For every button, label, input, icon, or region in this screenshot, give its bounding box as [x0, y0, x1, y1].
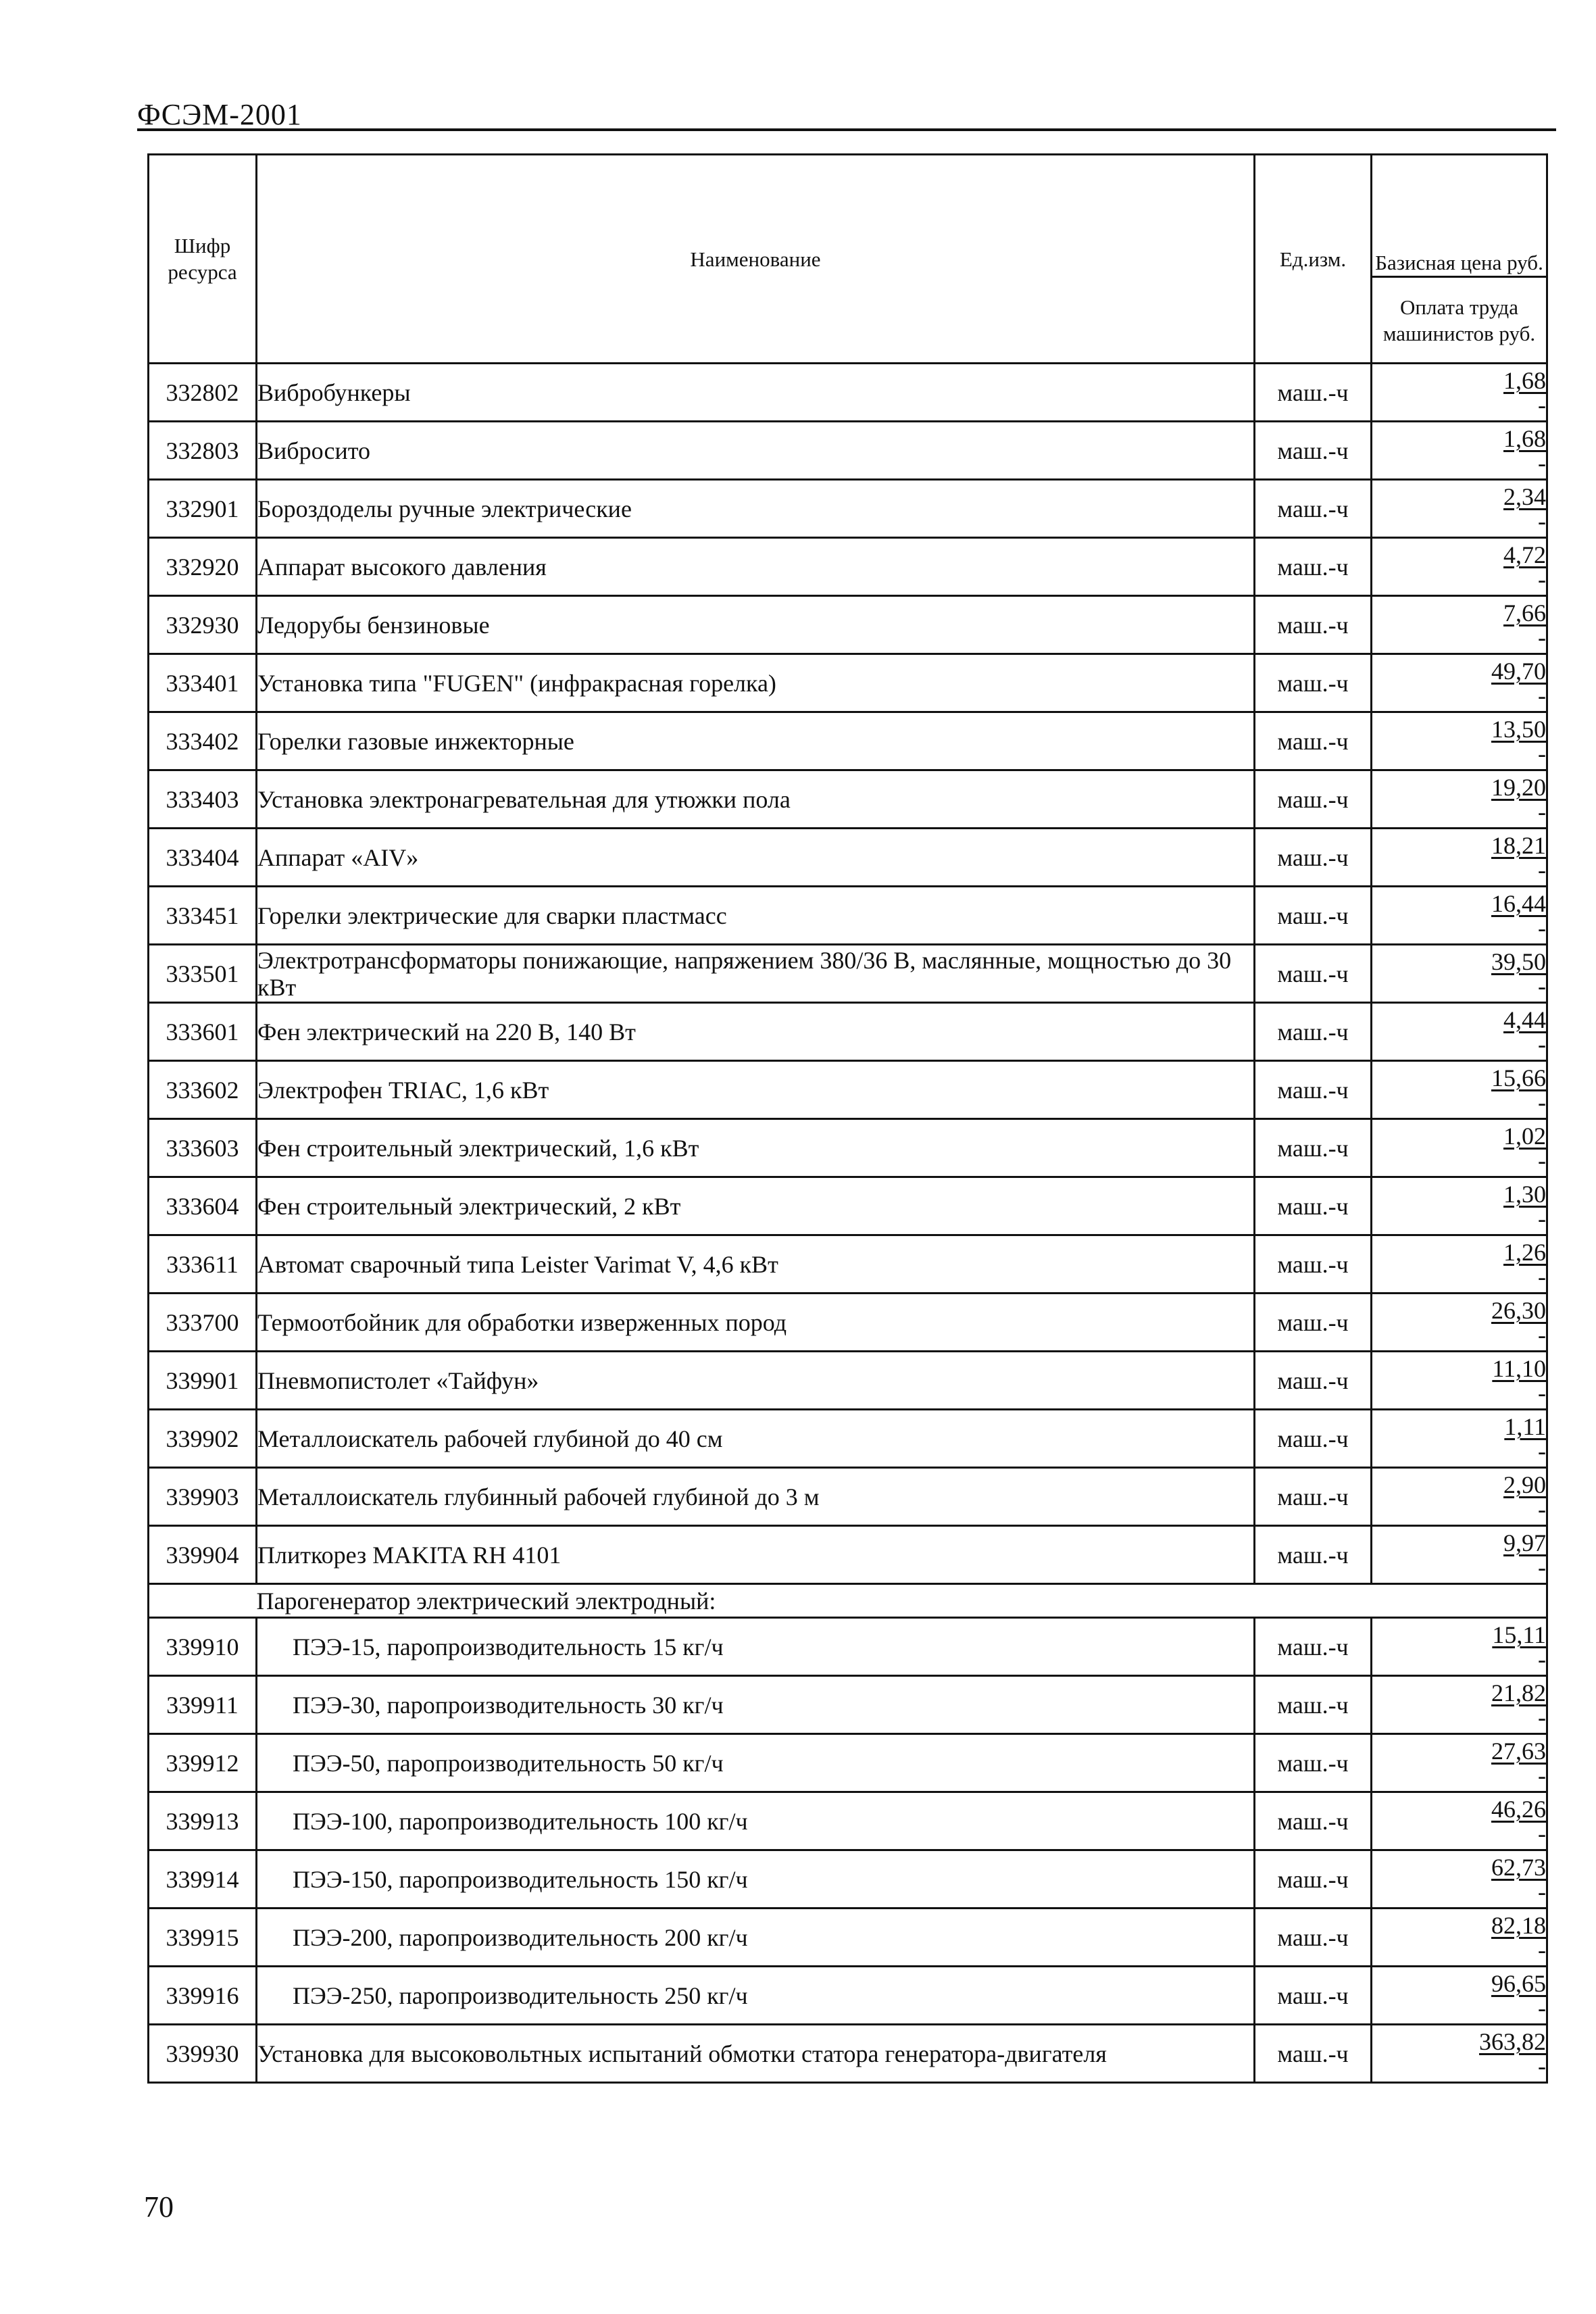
resource-unit: маш.-ч — [1255, 1177, 1372, 1235]
resource-code: 333611 — [149, 1235, 257, 1294]
resource-name: Электротрансформаторы понижающие, напряжением 380/36 В, маслянные, мощностью до 30 кВт — [257, 945, 1255, 1003]
resource-code: 339912 — [149, 1734, 257, 1792]
price-cell — [1372, 1061, 1547, 1119]
resource-name: Фен электрический на 220 В, 140 Вт — [257, 1003, 1255, 1061]
table-row — [149, 945, 1547, 1003]
resource-unit: маш.-ч — [1255, 1676, 1372, 1734]
header-code: Шифр ресурса — [149, 155, 257, 364]
operator-wage: - — [1538, 1205, 1546, 1232]
base-price: 46,26 — [1491, 1796, 1546, 1823]
resource-code: 333403 — [149, 770, 257, 829]
resource-unit: маш.-ч — [1255, 1734, 1372, 1792]
base-price: 21,82 — [1491, 1679, 1546, 1706]
table-row — [149, 1177, 1547, 1235]
table-row — [149, 364, 1547, 422]
group-heading: Парогенератор электрический электродный: — [257, 1584, 1547, 1618]
operator-wage: - — [1538, 1762, 1546, 1789]
resource-name: Вибросито — [257, 422, 1255, 480]
table-row — [149, 480, 1547, 538]
resource-name: Ледорубы бензиновые — [257, 596, 1255, 654]
table-row — [149, 654, 1547, 712]
resource-code: 333602 — [149, 1061, 257, 1119]
base-price: 15,66 — [1491, 1064, 1546, 1091]
table-row — [149, 422, 1547, 480]
base-price: 363,82 — [1479, 2028, 1546, 2055]
resource-code: 339904 — [149, 1526, 257, 1584]
resource-name: Автомат сварочный типа Leister Varimat V, 4,6 кВт — [257, 1235, 1255, 1294]
table-row — [149, 1526, 1547, 1584]
operator-wage: - — [1538, 1704, 1546, 1731]
resource-code: 333700 — [149, 1294, 257, 1352]
price-cell — [1372, 1294, 1547, 1352]
table-row — [149, 1468, 1547, 1526]
base-price: 62,73 — [1491, 1854, 1546, 1881]
base-price: 26,30 — [1491, 1297, 1546, 1324]
operator-wage: - — [1538, 1321, 1546, 1348]
header-name: Наименование — [257, 155, 1255, 364]
resource-code: 339913 — [149, 1792, 257, 1850]
resource-unit: маш.-ч — [1255, 1967, 1372, 2025]
price-cell — [1372, 596, 1547, 654]
table-row — [149, 1235, 1547, 1294]
price-cell — [1372, 1909, 1547, 1967]
resource-code: 332802 — [149, 364, 257, 422]
resource-name: ПЭЭ-30, паропроизводительность 30 кг/ч — [257, 1676, 1255, 1734]
operator-wage: - — [1538, 1263, 1546, 1290]
resource-code: 333604 — [149, 1177, 257, 1235]
base-price: 11,10 — [1492, 1355, 1546, 1382]
resource-code: 333401 — [149, 654, 257, 712]
operator-wage: - — [1538, 740, 1546, 767]
table-row — [149, 1850, 1547, 1909]
resource-unit: маш.-ч — [1255, 1235, 1372, 1294]
resource-code: 333601 — [149, 1003, 257, 1061]
resource-code: 339903 — [149, 1468, 257, 1526]
resource-code: 333451 — [149, 887, 257, 945]
base-price: 4,72 — [1503, 541, 1546, 568]
operator-wage: - — [1538, 1089, 1546, 1116]
operator-wage: - — [1538, 1437, 1546, 1464]
resource-name: Фен строительный электрический, 1,6 кВт — [257, 1119, 1255, 1177]
resource-code: 332901 — [149, 480, 257, 538]
base-price: 18,21 — [1491, 832, 1546, 859]
table-row — [149, 1294, 1547, 1352]
operator-wage: - — [1538, 1554, 1546, 1581]
page-number: 70 — [144, 2190, 174, 2223]
resource-name: Вибробункеры — [257, 364, 1255, 422]
resource-code: 339902 — [149, 1410, 257, 1468]
operator-wage: - — [1538, 1994, 1546, 2021]
table-row — [149, 829, 1547, 887]
base-price: 7,66 — [1503, 599, 1546, 626]
resource-name: ПЭЭ-250, паропроизводительность 250 кг/ч — [257, 1967, 1255, 2025]
resource-name: ПЭЭ-200, паропроизводительность 200 кг/ч — [257, 1909, 1255, 1967]
operator-wage: - — [1538, 1496, 1546, 1523]
table-row — [149, 1909, 1547, 1967]
price-cell — [1372, 1792, 1547, 1850]
operator-wage: - — [1538, 508, 1546, 535]
header-price: Базисная цена руб. — [1372, 155, 1547, 277]
resource-code: 339916 — [149, 1967, 257, 2025]
base-price: 1,02 — [1503, 1123, 1546, 1150]
price-cell — [1372, 829, 1547, 887]
price-cell — [1372, 1177, 1547, 1235]
price-cell — [1372, 945, 1547, 1003]
price-cell — [1372, 1003, 1547, 1061]
resource-unit: маш.-ч — [1255, 712, 1372, 770]
resource-name: Плиткорез MAKITA RH 4101 — [257, 1526, 1255, 1584]
table-row — [149, 1061, 1547, 1119]
operator-wage: - — [1538, 2052, 1546, 2079]
resource-code: 332930 — [149, 596, 257, 654]
resource-unit: маш.-ч — [1255, 364, 1372, 422]
base-price: 1,68 — [1503, 367, 1546, 394]
resource-name: ПЭЭ-100, паропроизводительность 100 кг/ч — [257, 1792, 1255, 1850]
resource-unit: маш.-ч — [1255, 538, 1372, 596]
resource-code: 332803 — [149, 422, 257, 480]
price-cell — [1372, 1850, 1547, 1909]
resource-unit: маш.-ч — [1255, 1410, 1372, 1468]
price-cell — [1372, 1468, 1547, 1526]
header-wage: Оплата труда машинистов руб. — [1372, 277, 1547, 364]
operator-wage: - — [1538, 1379, 1546, 1406]
table-row — [149, 1618, 1547, 1676]
operator-wage: - — [1538, 1646, 1546, 1673]
resource-name: Горелки газовые инжекторные — [257, 712, 1255, 770]
base-price: 49,70 — [1491, 658, 1546, 685]
table-row — [149, 1352, 1547, 1410]
resource-name: Установка для высоковольтных испытаний обмотки статора генератора-двигателя — [257, 2025, 1255, 2083]
table-row — [149, 770, 1547, 829]
base-price: 1,26 — [1503, 1239, 1546, 1266]
price-cell — [1372, 480, 1547, 538]
resource-unit: маш.-ч — [1255, 1294, 1372, 1352]
resource-name: ПЭЭ-150, паропроизводительность 150 кг/ч — [257, 1850, 1255, 1909]
operator-wage: - — [1538, 624, 1546, 651]
price-cell — [1372, 712, 1547, 770]
header-rule — [137, 128, 1556, 131]
price-cell — [1372, 1734, 1547, 1792]
resource-unit: маш.-ч — [1255, 422, 1372, 480]
operator-wage: - — [1538, 798, 1546, 825]
resource-unit: маш.-ч — [1255, 1909, 1372, 1967]
resource-unit: маш.-ч — [1255, 1850, 1372, 1909]
resource-table — [147, 153, 1548, 2084]
base-price: 1,68 — [1503, 425, 1546, 452]
table-row — [149, 538, 1547, 596]
resource-unit: маш.-ч — [1255, 1792, 1372, 1850]
table-row — [149, 1792, 1547, 1850]
resource-unit: маш.-ч — [1255, 1352, 1372, 1410]
base-price: 2,90 — [1503, 1471, 1546, 1498]
operator-wage: - — [1538, 973, 1546, 1000]
resource-unit: маш.-ч — [1255, 2025, 1372, 2083]
resource-name: Установка типа "FUGEN" (инфракрасная горелка) — [257, 654, 1255, 712]
base-price: 9,97 — [1503, 1529, 1546, 1556]
price-cell — [1372, 1410, 1547, 1468]
resource-code: 339911 — [149, 1676, 257, 1734]
operator-wage: - — [1538, 856, 1546, 883]
group-heading-row — [149, 1584, 1547, 1618]
price-cell — [1372, 1235, 1547, 1294]
price-cell — [1372, 1119, 1547, 1177]
base-price: 39,50 — [1491, 948, 1546, 975]
resource-code: 333404 — [149, 829, 257, 887]
price-cell — [1372, 1618, 1547, 1676]
base-price: 96,65 — [1491, 1970, 1546, 1997]
price-cell — [1372, 422, 1547, 480]
price-cell — [1372, 2025, 1547, 2083]
resource-unit: маш.-ч — [1255, 1468, 1372, 1526]
resource-name: Пневмопистолет «Тайфун» — [257, 1352, 1255, 1410]
resource-name: Фен строительный электрический, 2 кВт — [257, 1177, 1255, 1235]
base-price: 15,11 — [1492, 1621, 1546, 1648]
table-row — [149, 1967, 1547, 2025]
operator-wage: - — [1538, 1147, 1546, 1174]
base-price: 2,34 — [1503, 483, 1546, 510]
price-cell — [1372, 1526, 1547, 1584]
resource-code: 332920 — [149, 538, 257, 596]
operator-wage: - — [1538, 391, 1546, 418]
base-price: 1,11 — [1504, 1413, 1546, 1440]
resource-name: Бороздоделы ручные электрические — [257, 480, 1255, 538]
operator-wage: - — [1538, 1936, 1546, 1963]
resource-name: ПЭЭ-15, паропроизводительность 15 кг/ч — [257, 1618, 1255, 1676]
resource-code: 333402 — [149, 712, 257, 770]
price-cell — [1372, 364, 1547, 422]
resource-unit: маш.-ч — [1255, 596, 1372, 654]
operator-wage: - — [1538, 449, 1546, 476]
group-heading-code — [149, 1584, 257, 1618]
price-cell — [1372, 538, 1547, 596]
resource-name: Металлоискатель рабочей глубиной до 40 см — [257, 1410, 1255, 1468]
base-price: 4,44 — [1503, 1006, 1546, 1033]
resource-name: ПЭЭ-50, паропроизводительность 50 кг/ч — [257, 1734, 1255, 1792]
header-unit: Ед.изм. — [1255, 155, 1372, 364]
table-row — [149, 887, 1547, 945]
resource-unit: маш.-ч — [1255, 480, 1372, 538]
price-cell — [1372, 1967, 1547, 2025]
operator-wage: - — [1538, 1820, 1546, 1847]
price-cell — [1372, 1676, 1547, 1734]
resource-code: 339910 — [149, 1618, 257, 1676]
operator-wage: - — [1538, 1031, 1546, 1058]
table-row — [149, 2025, 1547, 2083]
resource-unit: маш.-ч — [1255, 829, 1372, 887]
price-cell — [1372, 654, 1547, 712]
base-price: 27,63 — [1491, 1738, 1546, 1765]
operator-wage: - — [1538, 682, 1546, 709]
operator-wage: - — [1538, 914, 1546, 941]
resource-unit: маш.-ч — [1255, 887, 1372, 945]
resource-unit: маш.-ч — [1255, 945, 1372, 1003]
resource-unit: маш.-ч — [1255, 1119, 1372, 1177]
table-row — [149, 1410, 1547, 1468]
price-cell — [1372, 770, 1547, 829]
base-price: 19,20 — [1491, 774, 1546, 801]
operator-wage: - — [1538, 1878, 1546, 1905]
price-cell — [1372, 887, 1547, 945]
table-row — [149, 1119, 1547, 1177]
resource-name: Металлоискатель глубинный рабочей глубиной до 3 м — [257, 1468, 1255, 1526]
resource-code: 339901 — [149, 1352, 257, 1410]
price-cell — [1372, 1352, 1547, 1410]
table-row — [149, 1676, 1547, 1734]
resource-unit: маш.-ч — [1255, 1061, 1372, 1119]
resource-name: Аппарат высокого давления — [257, 538, 1255, 596]
resource-unit: маш.-ч — [1255, 770, 1372, 829]
resource-name: Термоотбойник для обработки изверженных пород — [257, 1294, 1255, 1352]
resource-code: 339915 — [149, 1909, 257, 1967]
base-price: 82,18 — [1491, 1912, 1546, 1939]
resource-name: Установка электронагревательная для утюжки пола — [257, 770, 1255, 829]
document-header: ФСЭМ-2001 — [137, 98, 302, 131]
resource-name: Электрофен TRIAC, 1,6 кВт — [257, 1061, 1255, 1119]
operator-wage: - — [1538, 566, 1546, 593]
table-row — [149, 596, 1547, 654]
resource-unit: маш.-ч — [1255, 1618, 1372, 1676]
resource-code: 333501 — [149, 945, 257, 1003]
table-row — [149, 712, 1547, 770]
resource-unit: маш.-ч — [1255, 1003, 1372, 1061]
resource-code: 339930 — [149, 2025, 257, 2083]
resource-unit: маш.-ч — [1255, 654, 1372, 712]
base-price: 13,50 — [1491, 716, 1546, 743]
resource-name: Аппарат «AIV» — [257, 829, 1255, 887]
table-body — [149, 364, 1547, 2083]
resource-code: 339914 — [149, 1850, 257, 1909]
table-row — [149, 1003, 1547, 1061]
resource-unit: маш.-ч — [1255, 1526, 1372, 1584]
resource-name: Горелки электрические для сварки пластмасс — [257, 887, 1255, 945]
base-price: 16,44 — [1491, 890, 1546, 917]
resource-code: 333603 — [149, 1119, 257, 1177]
table-row — [149, 1734, 1547, 1792]
base-price: 1,30 — [1503, 1181, 1546, 1208]
